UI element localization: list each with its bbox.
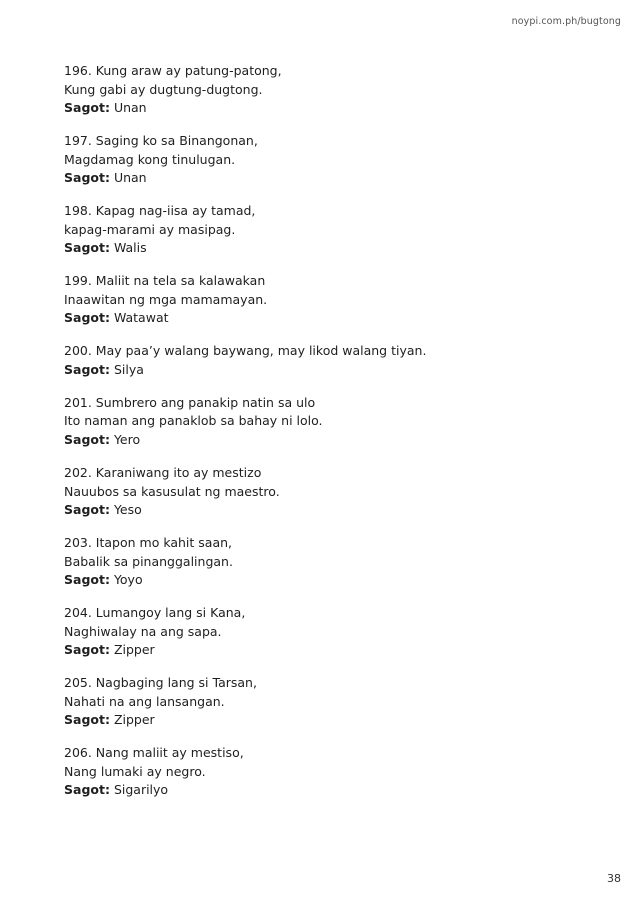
answer-label: Sagot: <box>64 572 110 588</box>
riddle-line: Inaawitan ng mga mamamayan. <box>64 291 268 307</box>
riddle-line: Nahati na ang lansangan. <box>64 693 225 709</box>
riddle-line: Nauubos sa kasusulat ng maestro. <box>64 483 280 499</box>
answer-label: Sagot: <box>64 361 110 377</box>
riddle-item <box>64 674 584 730</box>
answer-label: Sagot: <box>64 502 110 518</box>
answer-value: Unan <box>113 100 147 115</box>
answer-value: Sigarilyo <box>113 782 169 798</box>
riddle-answer <box>64 361 584 380</box>
riddle-line: Magdamag kong tinulugan. <box>64 151 236 167</box>
answer-value: Yoyo <box>113 572 143 588</box>
riddle-item <box>64 744 584 800</box>
riddle-item <box>64 394 584 450</box>
riddle-item <box>64 464 584 520</box>
riddle-line: 200. May paa’y walang baywang, may likod walang tiyan. <box>64 343 427 359</box>
riddle-item <box>64 534 584 590</box>
answer-label: Sagot: <box>64 310 110 326</box>
riddle-line: 201. Sumbrero ang panakip natin sa ulo <box>64 394 316 410</box>
answer-label: Sagot: <box>64 712 110 728</box>
answer-value: Yero <box>113 431 141 447</box>
answer-label: Sagot: <box>64 782 110 798</box>
riddle-line: 196. Kung araw ay patung-patong, <box>64 63 282 78</box>
riddle-line: Babalik sa pinanggalingan. <box>64 553 233 569</box>
riddle-item <box>64 202 584 258</box>
riddle-line: Ito naman ang panaklob sa bahay ni lolo. <box>64 413 323 429</box>
riddle-answer <box>64 169 584 188</box>
answer-label: Sagot: <box>64 431 110 447</box>
answer-value: Unan <box>113 170 147 186</box>
riddle-answer <box>64 431 584 450</box>
answer-label: Sagot: <box>64 100 110 115</box>
riddle-line: Naghiwalay na ang sapa. <box>64 623 222 639</box>
riddle-item <box>64 604 584 660</box>
riddle-answer <box>64 781 584 800</box>
answer-value: Watawat <box>113 310 169 326</box>
riddle-answer <box>64 99 584 118</box>
riddle-line: 203. Itapon mo kahit saan, <box>64 535 233 551</box>
riddle-answer <box>64 571 584 590</box>
answer-label: Sagot: <box>64 240 110 256</box>
riddle-answer <box>64 501 584 520</box>
riddle-line: 204. Lumangoy lang si Kana, <box>64 605 246 621</box>
answer-value: Yeso <box>113 502 142 518</box>
answer-value: Silya <box>113 361 144 377</box>
answer-value: Zipper <box>113 642 155 658</box>
page-number: 38 <box>607 872 621 885</box>
riddle-line: 199. Maliit na tela sa kalawakan <box>64 273 266 289</box>
answer-label: Sagot: <box>64 642 110 658</box>
riddle-line: 197. Saging ko sa Binangonan, <box>64 133 258 149</box>
riddle-line: 202. Karaniwang ito ay mestizo <box>64 465 262 481</box>
riddle-line: Nang lumaki ay negro. <box>64 763 206 779</box>
riddle-line: kapag-marami ay masipag. <box>64 221 236 237</box>
riddle-item <box>64 272 584 328</box>
answer-label: Sagot: <box>64 170 110 186</box>
riddle-line: Kung gabi ay dugtung-dugtong. <box>64 81 263 97</box>
riddle-answer <box>64 641 584 660</box>
answer-value: Zipper <box>113 712 155 728</box>
riddle-item <box>64 62 584 118</box>
riddle-line: 198. Kapag nag-iisa ay tamad, <box>64 203 256 219</box>
riddle-item <box>64 132 584 188</box>
riddle-line: 206. Nang maliit ay mestiso, <box>64 745 244 761</box>
answer-value: Walis <box>113 240 147 256</box>
riddle-answer <box>64 711 584 730</box>
riddle-line: 205. Nagbaging lang si Tarsan, <box>64 675 257 691</box>
riddle-answer <box>64 309 584 328</box>
source-url: noypi.com.ph/bugtong <box>511 16 621 27</box>
riddle-item <box>64 342 584 379</box>
riddle-list <box>64 62 584 815</box>
riddle-answer <box>64 239 584 258</box>
